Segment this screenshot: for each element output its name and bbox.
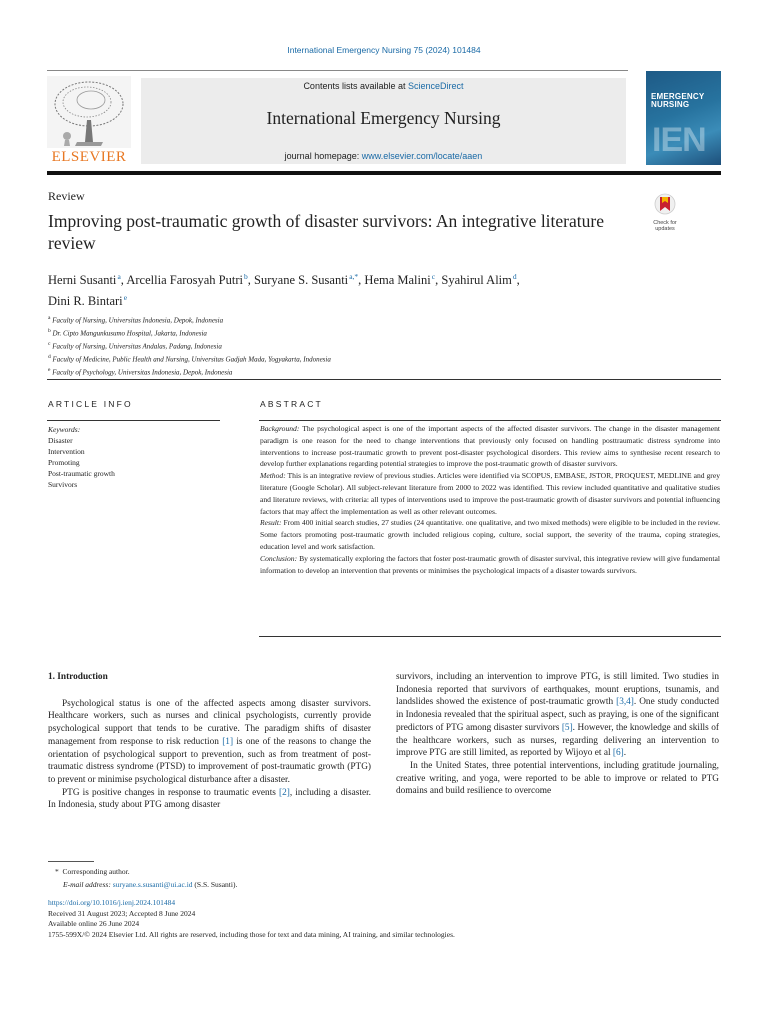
abstract-method: Method: This is an integrative review of previous studies. Articles were identified via SCOPUS, EMBASE, JSTOR, PROQUEST, MEDLINE and grey literature (Google Scholar). All subject-relevant literature from 2000 to 2022 was identified. This review included quantitative and qualitative studies and literature reviews, with criteria: all types of interventions used to improve the post-traumatic growth of disaster survivors and potential influencing factors that may affect the implementation as well as other relevant outcomes. bbox=[260, 471, 720, 516]
elsevier-logo bbox=[47, 76, 131, 166]
keyword: Intervention bbox=[48, 447, 85, 456]
journal-cover-image bbox=[646, 71, 721, 165]
section-divider bbox=[47, 379, 721, 380]
section-heading-introduction: 1. Introduction bbox=[48, 672, 108, 682]
author[interactable]: Syahirul Alim bbox=[441, 273, 512, 288]
corresponding-footnote: * Corresponding author. E-mail address: suryane.s.susanti@ui.ac.id (S.S. Susanti). bbox=[55, 867, 238, 889]
body-paragraph: In the United States, three potential interventions, including gratitude journaling, creative writing, and yoga, were reported to be able to improve or related to PTG domains and build resilience to overcome bbox=[396, 760, 719, 797]
affiliation-item: $^b$ Dr. Cipto Mangunkusumo Hospital, Jakarta, Indonesia bbox=[48, 327, 207, 338]
copyright-line: 1755-599X/© 2024 Elsevier Ltd. All rights are reserved, including those for text and data mining, AI training, and similar technologies. bbox=[48, 929, 455, 939]
keyword: Post-traumatic growth bbox=[48, 469, 115, 478]
online-date: Available online 26 June 2024 bbox=[48, 919, 140, 929]
keyword: Disaster bbox=[48, 436, 73, 445]
email-link[interactable]: suryane.s.susanti@ui.ac.id bbox=[112, 879, 193, 889]
keyword: Promoting bbox=[48, 458, 80, 467]
sciencedirect-link[interactable]: ScienceDirect bbox=[408, 81, 464, 91]
header-thick-rule bbox=[47, 171, 721, 175]
author[interactable]: Arcellia Farosyah Putri bbox=[126, 273, 243, 288]
abstract-result: Result: From 400 initial search studies, 27 studies (24 quantitative. one qualitative, and two mixed methods) were eligible to be included in the review. Some factors promoting post-traumatic growth included religious coping, culture, social support, the severity of the trauma, coping strategies, education level and work satisfaction. bbox=[260, 518, 720, 551]
affiliation-item: $^d$ Faculty of Medicine, Public Health and Nursing, Universitas Gadjah Mada, Yogyakarta, Indonesia bbox=[48, 353, 331, 364]
journal-homepage: journal homepage: www.elsevier.com/locate/aaen bbox=[284, 151, 483, 161]
affiliation-item: $^a$ Faculty of Nursing, Universitas Indonesia, Depok, Indonesia bbox=[48, 315, 224, 325]
doi-link[interactable]: https://doi.org/10.1016/j.ienj.2024.101484 bbox=[48, 898, 176, 907]
article-type: Review bbox=[48, 189, 85, 203]
author[interactable]: Dini R. Bintari bbox=[48, 294, 123, 309]
abstract-rule bbox=[259, 420, 721, 421]
homepage-link[interactable]: www.elsevier.com/locate/aaen bbox=[361, 151, 483, 161]
abstract-heading: ABSTRACT bbox=[260, 399, 323, 409]
reference-link[interactable]: [6] bbox=[612, 748, 624, 759]
affiliation-item: $^e$ Faculty of Psychology, Universitas Indonesia, Depok, Indonesia bbox=[48, 366, 233, 377]
reference-link[interactable]: [2] bbox=[279, 787, 290, 798]
contents-line: Contents lists available at ScienceDirect bbox=[303, 81, 464, 91]
keyword: Survivors bbox=[48, 480, 78, 489]
author[interactable]: Suryane S. Susanti bbox=[254, 273, 349, 288]
article-metadata bbox=[48, 898, 455, 940]
keywords-block bbox=[48, 424, 218, 490]
received-dates: Received 31 August 2023; Accepted 8 June 2024 bbox=[48, 908, 196, 918]
abstract-body bbox=[260, 423, 720, 576]
article-info-rule bbox=[47, 420, 220, 421]
reference-link[interactable]: [5] bbox=[561, 722, 573, 733]
abstract-conclusion: Conclusion: By systematically exploring the factors that foster post-traumatic growth of disaster survival, this integrative review will give fundamental information to develop an intervention that prevents or minimises the psychological impacts of a disaster towards survivors. bbox=[260, 553, 721, 575]
article-info-heading: ARTICLE INFO bbox=[48, 399, 133, 409]
affiliation-list bbox=[48, 313, 668, 378]
header-divider bbox=[47, 70, 628, 71]
elsevier-wordmark: ELSEVIER bbox=[51, 149, 127, 165]
footnote-rule bbox=[48, 861, 94, 862]
check-for-updates-button[interactable]: Check for updates bbox=[645, 193, 685, 231]
keywords-label: Keywords: bbox=[48, 425, 81, 434]
abstract-end-rule bbox=[259, 636, 721, 637]
author[interactable]: Herni Susanti bbox=[48, 273, 117, 288]
reference-link[interactable]: [3,4] bbox=[616, 697, 634, 708]
article-title: Improving post-traumatic growth of disaster survivors: An integrative literature review bbox=[48, 211, 604, 253]
reference-link[interactable]: [1] bbox=[222, 736, 234, 747]
journal-citation-link[interactable]: International Emergency Nursing 75 (2024) 101484 bbox=[287, 45, 481, 55]
cover-acronym: IEN bbox=[652, 121, 706, 159]
journal-banner bbox=[141, 78, 626, 164]
cover-title: EMERGENCY NURSING bbox=[651, 92, 705, 109]
body-column-left bbox=[48, 671, 371, 812]
body-column-right bbox=[396, 671, 719, 798]
journal-title: International Emergency Nursing bbox=[266, 108, 501, 128]
author[interactable]: Hema Malini bbox=[364, 273, 431, 288]
author-list: Herni Susanti $^a$, Arcellia Farosyah Putri $^b$, Suryane S. Susanti $^{a,*}$, Hema Malini $^c$, Syahirul Alim $^d$, Dini R. Bintari $^e$ bbox=[48, 272, 520, 309]
affiliation-item: $^c$ Faculty of Nursing, Universitas Andalas, Padang, Indonesia bbox=[48, 340, 222, 351]
body-paragraph: Psychological status is one of the affected aspects among disaster survivors. Healthcare workers, such as nurses and clinical psychologists, currently provide psychological support that tends to be curative. The paradigm shifts of disaster management from response to risk reduction [1] is one of the reasons to change the orientation of psychological support to prevention, such as from treatment of post-traumatic distress syndrome (PTSD) to improvement of post-traumatic growth (PTG) to prevent or minimise psychological disturbance after a disaster. bbox=[48, 698, 371, 785]
body-paragraph: survivors, including an intervention to improve PTG, is still limited. Two studies in Indonesia reported that survivors of earthquakes, mount eruptions, tsunamis, and landslides showed the existence of post-traumatic growth [3,4]. One study conducted in Indonesia revealed that the spiritual aspect, such as praying, is one of the significant predictors of PTG among disaster survivors [5]. However, the knowledge and skills of the healthcare workers, such as nurses, regarding delivering an intervention to improve PTG are still limited, as reported by Wijoyo et al [6]. bbox=[396, 672, 720, 759]
body-paragraph: PTG is positive changes in response to traumatic events [2], including a disaster. In Indonesia, study about PTG among disaster bbox=[48, 787, 371, 811]
bookmark-icon bbox=[645, 193, 685, 215]
abstract-background: Background: The psychological aspect is one of the important aspects of the affected disaster survivors. The change in the disaster management paradigm is one reason for the need to change interventions that previously only focused on handling posttraumatic distress syndrome into interventions to increase post-traumatic growth to prevent post-disaster psychological disorders. This review aims to synthesise recent research to develop further explanations regarding potential strategies to improve the post-traumatic growth of disaster survivors. bbox=[260, 424, 720, 469]
